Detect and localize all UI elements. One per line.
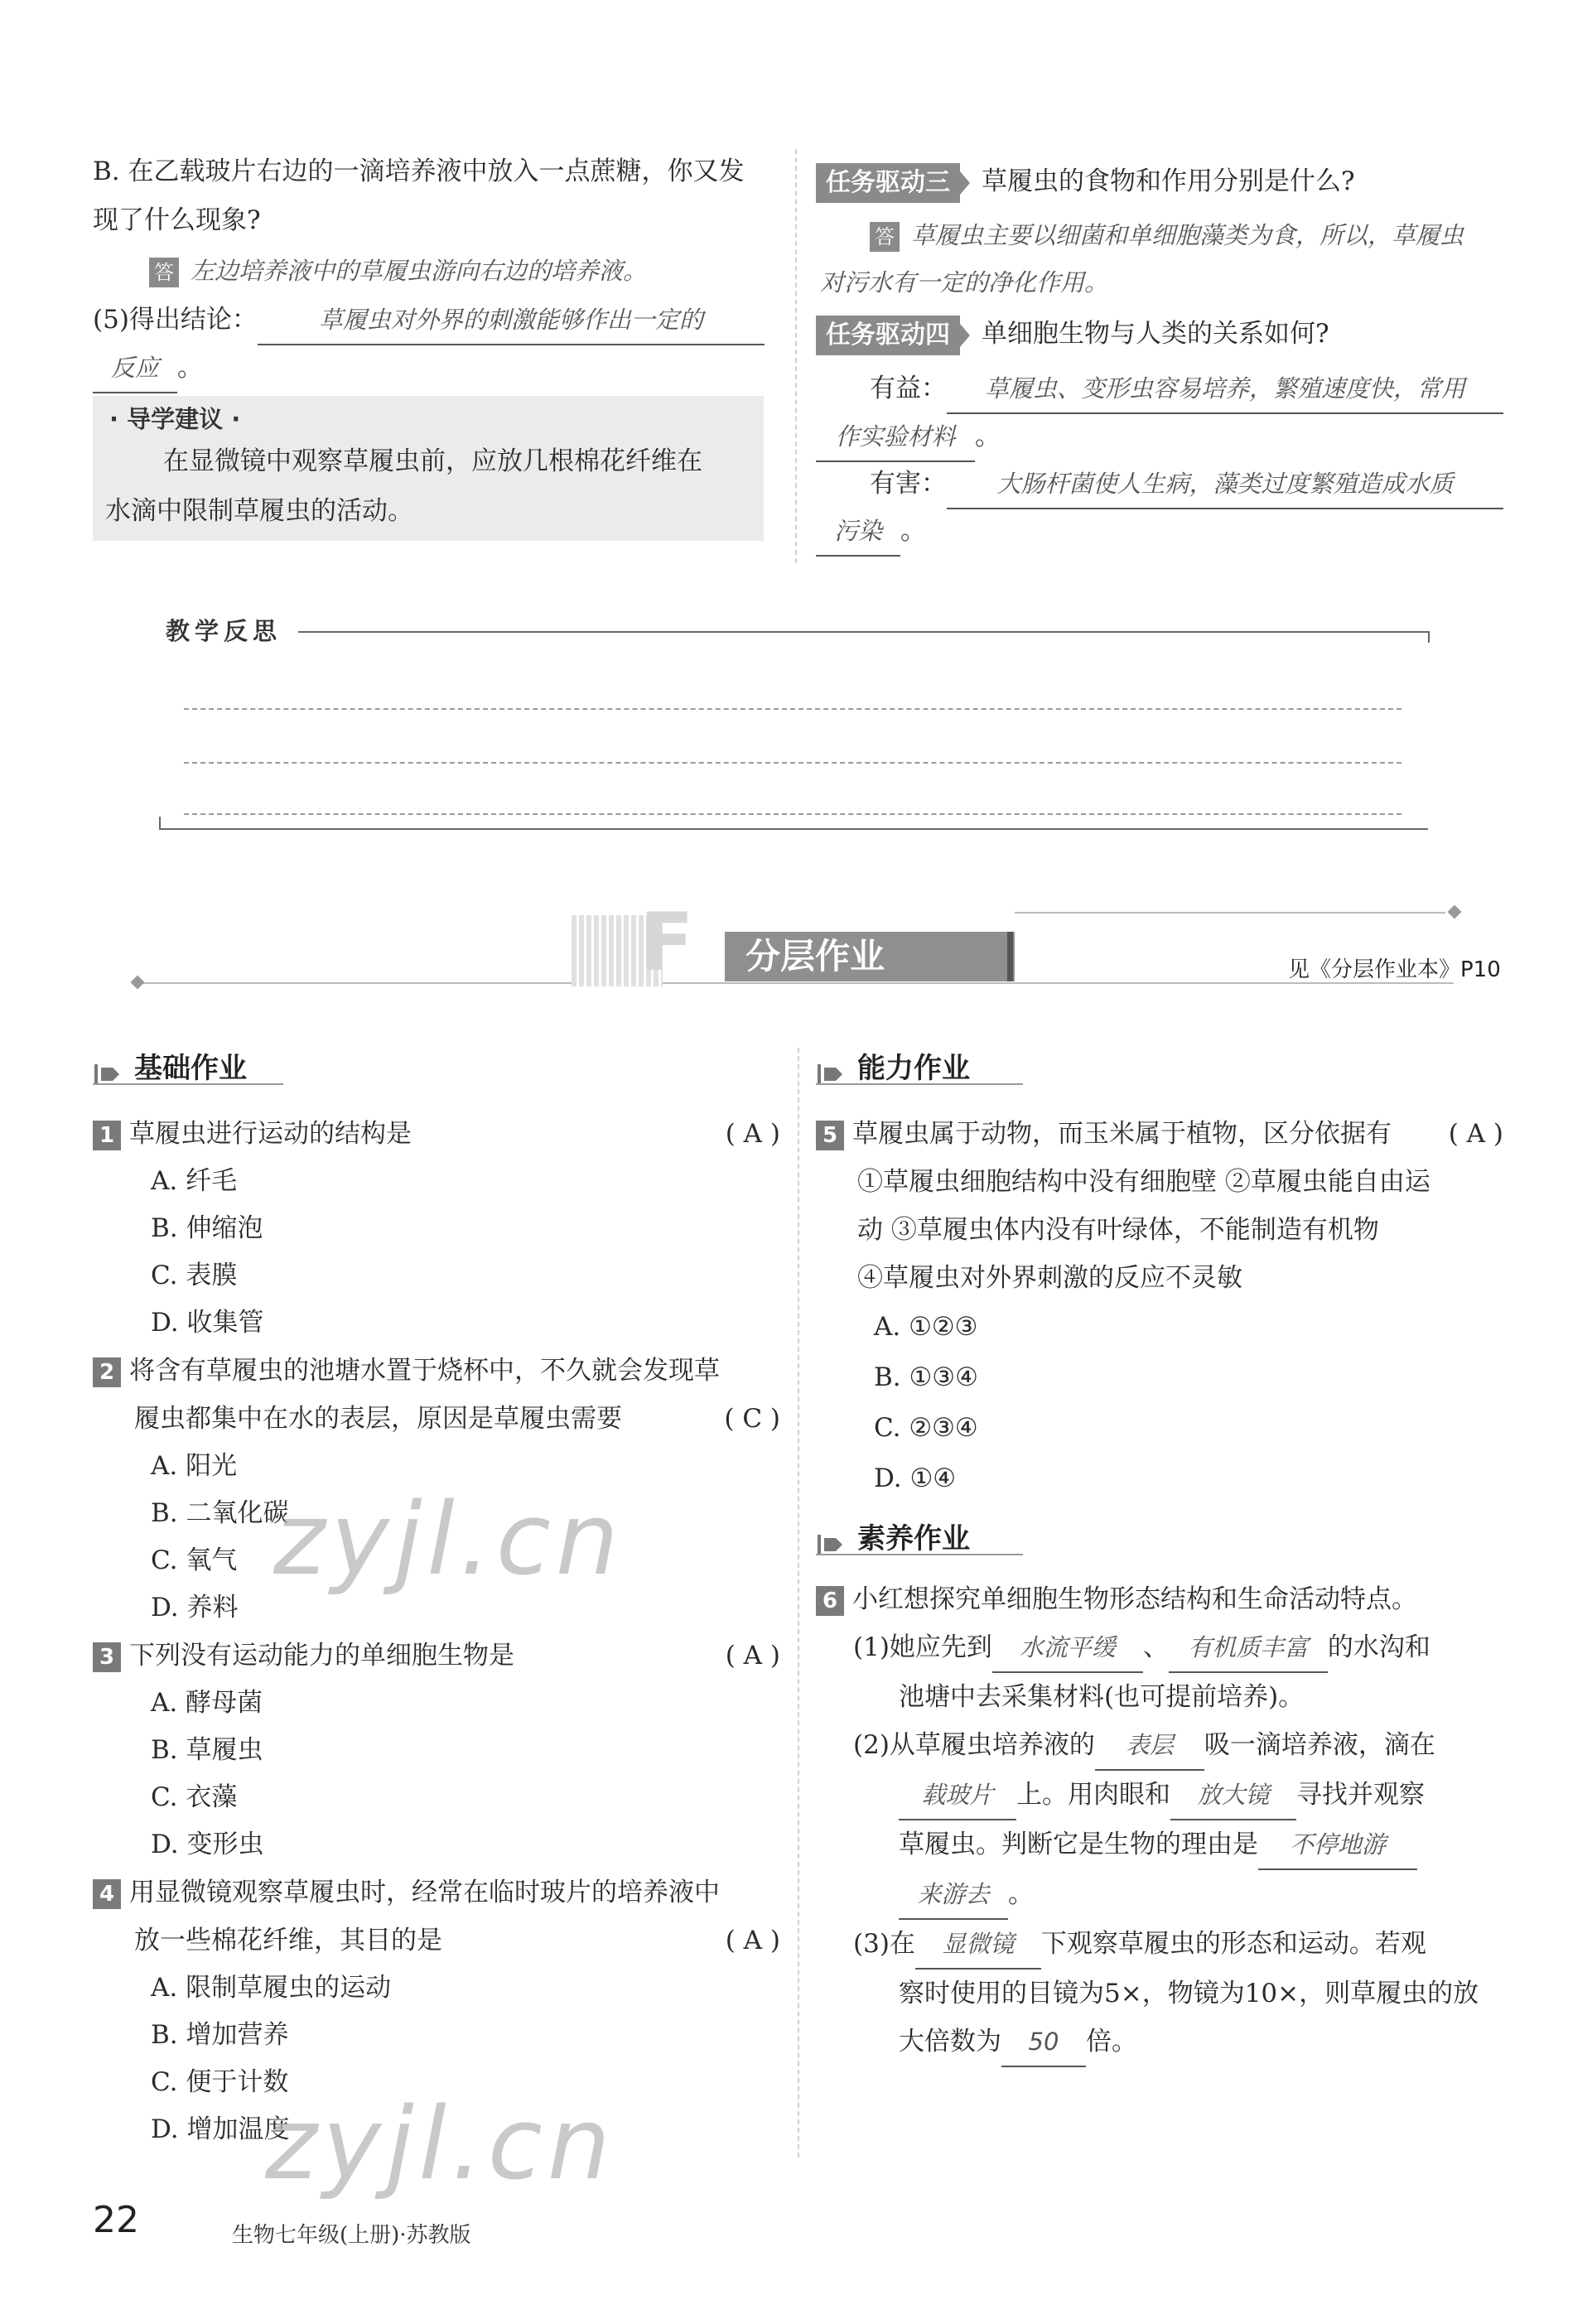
question-b-line1: B. 在乙载玻片右边的一滴培养液中放入一点蔗糖，你又发 bbox=[93, 157, 745, 186]
guide-title: · 导学建议 · bbox=[109, 405, 241, 433]
q6-part3-line2: 察时使用的目镜为5×，物镜为10×，则草履虫的放 bbox=[899, 1979, 1479, 2008]
blank-surface-layer: 表层 bbox=[1095, 1721, 1204, 1771]
blank-water-flow: 水流平缓 bbox=[992, 1623, 1143, 1673]
banner-top-line bbox=[1015, 912, 1445, 914]
book-title: 生物七年级(上册)·苏教版 bbox=[232, 2223, 471, 2248]
question-text: 用显微镜观察草履虫时，经常在临时玻片的培养液中 bbox=[129, 1878, 720, 1907]
option-a: A. 限制草履虫的运动 bbox=[151, 1973, 392, 2003]
question-text: 小红想探究单细胞生物形态结构和生命活动特点。 bbox=[852, 1584, 1417, 1614]
option-b: B. 增加营养 bbox=[151, 2020, 289, 2050]
answer-b bbox=[149, 247, 647, 295]
question-number: 3 bbox=[93, 1642, 121, 1672]
literacy-title: 素养作业 bbox=[857, 1522, 970, 1555]
question-number: 2 bbox=[93, 1357, 121, 1387]
conclusion-line1 bbox=[93, 296, 765, 345]
text: 上。用肉眼和 bbox=[1016, 1780, 1170, 1810]
task4-arrow-icon bbox=[960, 324, 970, 347]
text: 的水沟和 bbox=[1327, 1632, 1430, 1662]
question-text: 履虫都集中在水的表层，原因是草履虫需要 bbox=[134, 1404, 622, 1434]
benefit-line1 bbox=[870, 364, 1503, 414]
banner-diamond-left bbox=[131, 976, 145, 990]
conclusion-line2 bbox=[93, 344, 203, 393]
reflection-bottom-line bbox=[159, 828, 1428, 830]
question-5 bbox=[816, 1110, 1503, 1504]
text: 下观察草履虫的形态和运动。若观 bbox=[1040, 1929, 1426, 1959]
answer-b-text: 左边培养液中的草履虫游向右边的培养液。 bbox=[191, 257, 648, 285]
task3-arrow-icon bbox=[960, 171, 970, 195]
conclusion-label: (5)得出结论： bbox=[93, 305, 258, 335]
task3-row bbox=[816, 157, 1355, 205]
question-number: 6 bbox=[816, 1586, 844, 1616]
basic-title: 基础作业 bbox=[134, 1052, 247, 1085]
q6-part1-line2: 池塘中去采集材料(也可提前培养)。 bbox=[899, 1682, 1305, 1712]
answer-parentheses: ( C ) bbox=[724, 1404, 780, 1434]
guide-line2: 水滴中限制草履虫的活动。 bbox=[105, 496, 413, 526]
question-text: 放一些棉花纤维，其目的是 bbox=[134, 1926, 442, 1955]
harm-blank-1: 大肠杆菌使人生病，藻类过度繁殖造成水质 bbox=[947, 460, 1503, 509]
option-c: C. 表膜 bbox=[151, 1261, 238, 1290]
option-d: D. 变形虫 bbox=[151, 1830, 264, 1859]
blank-microscope: 显微镜 bbox=[915, 1920, 1041, 1970]
column-divider-bottom bbox=[798, 1048, 799, 2158]
answer-parentheses: ( A ) bbox=[1448, 1119, 1503, 1149]
reflection-bottom-tick bbox=[159, 817, 161, 828]
question-number: 5 bbox=[816, 1121, 844, 1150]
column-divider-top bbox=[795, 149, 797, 563]
q5-statement-2: 动 ③草履虫体内没有叶绿体，不能制造有机物 bbox=[857, 1215, 1379, 1245]
banner-title-box bbox=[725, 932, 1015, 981]
option-c: C. 便于计数 bbox=[151, 2067, 289, 2097]
option-b: B. 伸缩泡 bbox=[151, 1213, 263, 1243]
conclusion-blank-2: 反应 bbox=[93, 344, 177, 393]
q6-part3-line3 bbox=[816, 2018, 1503, 2067]
answer-parentheses: ( A ) bbox=[725, 1641, 780, 1671]
option-b: B. 二氧化碳 bbox=[151, 1498, 289, 1528]
question-b-line2: 现了什么现象? bbox=[93, 205, 261, 235]
benefit-line2 bbox=[816, 412, 1001, 462]
q5-option-d: D. ①④ bbox=[874, 1463, 957, 1493]
text: (1)她应先到 bbox=[853, 1632, 992, 1662]
q5-option-b: B. ①③④ bbox=[874, 1362, 978, 1392]
banner-title: 分层作业 bbox=[745, 936, 885, 976]
text: (3)在 bbox=[853, 1929, 915, 1959]
q6-part1-line1 bbox=[816, 1623, 1503, 1673]
blank-slide: 载玻片 bbox=[899, 1771, 1016, 1820]
question-stem-line bbox=[93, 1110, 780, 1158]
text: 寻找并观察 bbox=[1296, 1780, 1425, 1810]
question-text: 草履虫进行运动的结构是 bbox=[129, 1119, 412, 1149]
text: 大倍数为 bbox=[899, 2027, 1001, 2056]
blank-magnification: 50 bbox=[1001, 2018, 1086, 2067]
text: 倍。 bbox=[1086, 2027, 1137, 2056]
task4-question: 单细胞生物与人类的关系如何? bbox=[982, 319, 1329, 349]
benefit-end: 。 bbox=[975, 422, 1001, 451]
answer-parentheses: ( A ) bbox=[725, 1926, 780, 1955]
workbook-reference: 见《分层作业本》P10 bbox=[1288, 957, 1501, 982]
option-a: A. 纤毛 bbox=[151, 1166, 238, 1196]
question-text: 草履虫属于动物，而玉米属于植物，区分依据有 bbox=[852, 1119, 1392, 1149]
harm-blank-2: 污染 bbox=[816, 507, 900, 557]
task4-row bbox=[816, 310, 1329, 358]
question-stem-line bbox=[93, 1347, 780, 1395]
ability-underline bbox=[816, 1083, 1023, 1085]
guide-line1: 在显微镜中观察草履虫前，应放几根棉花纤维在 bbox=[163, 446, 702, 476]
answer-icon: 答 bbox=[870, 222, 900, 252]
reflection-title: 教学反思 bbox=[166, 617, 282, 645]
q6-part2-line4 bbox=[816, 1870, 1503, 1920]
text: 。 bbox=[1008, 1879, 1034, 1909]
harm-line1 bbox=[870, 460, 1503, 509]
conclusion-blank-1: 草履虫对外界的刺激能够作出一定的 bbox=[258, 296, 765, 345]
option-c: C. 氧气 bbox=[151, 1545, 238, 1575]
q5-option-c: C. ②③④ bbox=[874, 1413, 978, 1443]
question-stem-line bbox=[93, 1632, 780, 1680]
reflection-line-1 bbox=[184, 708, 1401, 710]
literacy-header bbox=[816, 1516, 1023, 1560]
watermark-2: zyjl.cn bbox=[265, 2087, 615, 2202]
blank-organic-matter: 有机质丰富 bbox=[1169, 1623, 1328, 1673]
blank-reason-1: 不停地游 bbox=[1258, 1820, 1417, 1870]
question-text: 下列没有运动能力的单细胞生物是 bbox=[129, 1641, 514, 1671]
literacy-underline bbox=[816, 1554, 1023, 1555]
q5-option-a: A. ①②③ bbox=[874, 1312, 978, 1342]
q5-statement-1: ①草履虫细胞结构中没有细胞壁 ②草履虫能自由运 bbox=[857, 1167, 1430, 1197]
guide-box bbox=[93, 396, 764, 541]
task3-answer-line1 bbox=[870, 211, 1464, 259]
q6-part2-line3 bbox=[816, 1820, 1503, 1870]
question-6-stem bbox=[816, 1575, 1503, 1623]
question-stem-line bbox=[93, 1868, 780, 1917]
task3-question: 草履虫的食物和作用分别是什么? bbox=[982, 166, 1355, 196]
task3-answer-line2: 对污水有一定的净化作用。 bbox=[820, 268, 1109, 297]
text: 吸一滴培养液，滴在 bbox=[1204, 1730, 1435, 1760]
harm-line2 bbox=[816, 507, 926, 557]
benefit-blank-2: 作实验材料 bbox=[816, 412, 975, 462]
q5-statement-3: ④草履虫对外界刺激的反应不灵敏 bbox=[857, 1263, 1242, 1293]
page-number: 22 bbox=[93, 2199, 139, 2241]
option-b: B. 草履虫 bbox=[151, 1735, 263, 1765]
answer-parentheses: ( A ) bbox=[725, 1119, 780, 1149]
question-3 bbox=[93, 1632, 780, 1868]
option-d: D. 增加温度 bbox=[151, 2114, 290, 2144]
watermark-1: zyjl.cn bbox=[273, 1483, 624, 1598]
option-a: A. 酵母菌 bbox=[151, 1688, 263, 1718]
banner-line bbox=[137, 982, 1454, 984]
basic-underline bbox=[93, 1083, 283, 1085]
text: (2)从草履虫培养液的 bbox=[853, 1730, 1095, 1760]
q6-part2-line2 bbox=[816, 1771, 1503, 1820]
benefit-blank-1: 草履虫、变形虫容易培养，繁殖速度快，常用 bbox=[947, 364, 1503, 414]
option-c: C. 衣藻 bbox=[151, 1782, 238, 1812]
q6-part3-line1 bbox=[816, 1920, 1503, 1970]
question-5-stem bbox=[816, 1110, 1503, 1158]
question-number: 4 bbox=[93, 1879, 121, 1909]
question-1 bbox=[93, 1110, 780, 1347]
q6-part2-line1 bbox=[816, 1721, 1503, 1771]
benefit-label: 有益： bbox=[870, 374, 947, 403]
basic-header bbox=[93, 1045, 283, 1089]
harm-end: 。 bbox=[900, 516, 926, 546]
reflection-top-line bbox=[298, 631, 1429, 633]
banner-diamond-right bbox=[1448, 905, 1462, 919]
question-6 bbox=[816, 1575, 1503, 2067]
reflection-line-2 bbox=[184, 762, 1401, 764]
banner-letter: F bbox=[639, 896, 694, 989]
basic-question-list bbox=[93, 1110, 780, 2153]
reflection-top-tick bbox=[1428, 631, 1430, 643]
task3-label: 任务驱动三 bbox=[816, 163, 960, 203]
question-number: 1 bbox=[93, 1121, 121, 1150]
reflection-line-3 bbox=[184, 813, 1401, 815]
question-stem-line bbox=[93, 1395, 780, 1443]
task3-answer-text1: 草履虫主要以细菌和单细胞藻类为食，所以，草履虫 bbox=[911, 221, 1464, 249]
banner-title-edge bbox=[1007, 932, 1013, 981]
question-stem-line bbox=[93, 1917, 780, 1965]
option-d: D. 养料 bbox=[151, 1593, 239, 1622]
conclusion-end: 。 bbox=[177, 353, 203, 383]
harm-label: 有害： bbox=[870, 469, 947, 499]
blank-magnifier: 放大镜 bbox=[1170, 1771, 1296, 1820]
task4-label: 任务驱动四 bbox=[816, 316, 960, 355]
question-text: 将含有草履虫的池塘水置于烧杯中，不久就会发现草 bbox=[129, 1356, 720, 1386]
text: 草履虫。判断它是生物的理由是 bbox=[899, 1830, 1258, 1859]
option-d: D. 收集管 bbox=[151, 1308, 264, 1338]
blank-reason-2: 来游去 bbox=[899, 1870, 1008, 1920]
text: 、 bbox=[1142, 1632, 1169, 1662]
ability-header bbox=[816, 1045, 1023, 1089]
option-a: A. 阳光 bbox=[151, 1451, 238, 1481]
ability-title: 能力作业 bbox=[857, 1052, 970, 1085]
answer-icon: 答 bbox=[149, 258, 179, 287]
